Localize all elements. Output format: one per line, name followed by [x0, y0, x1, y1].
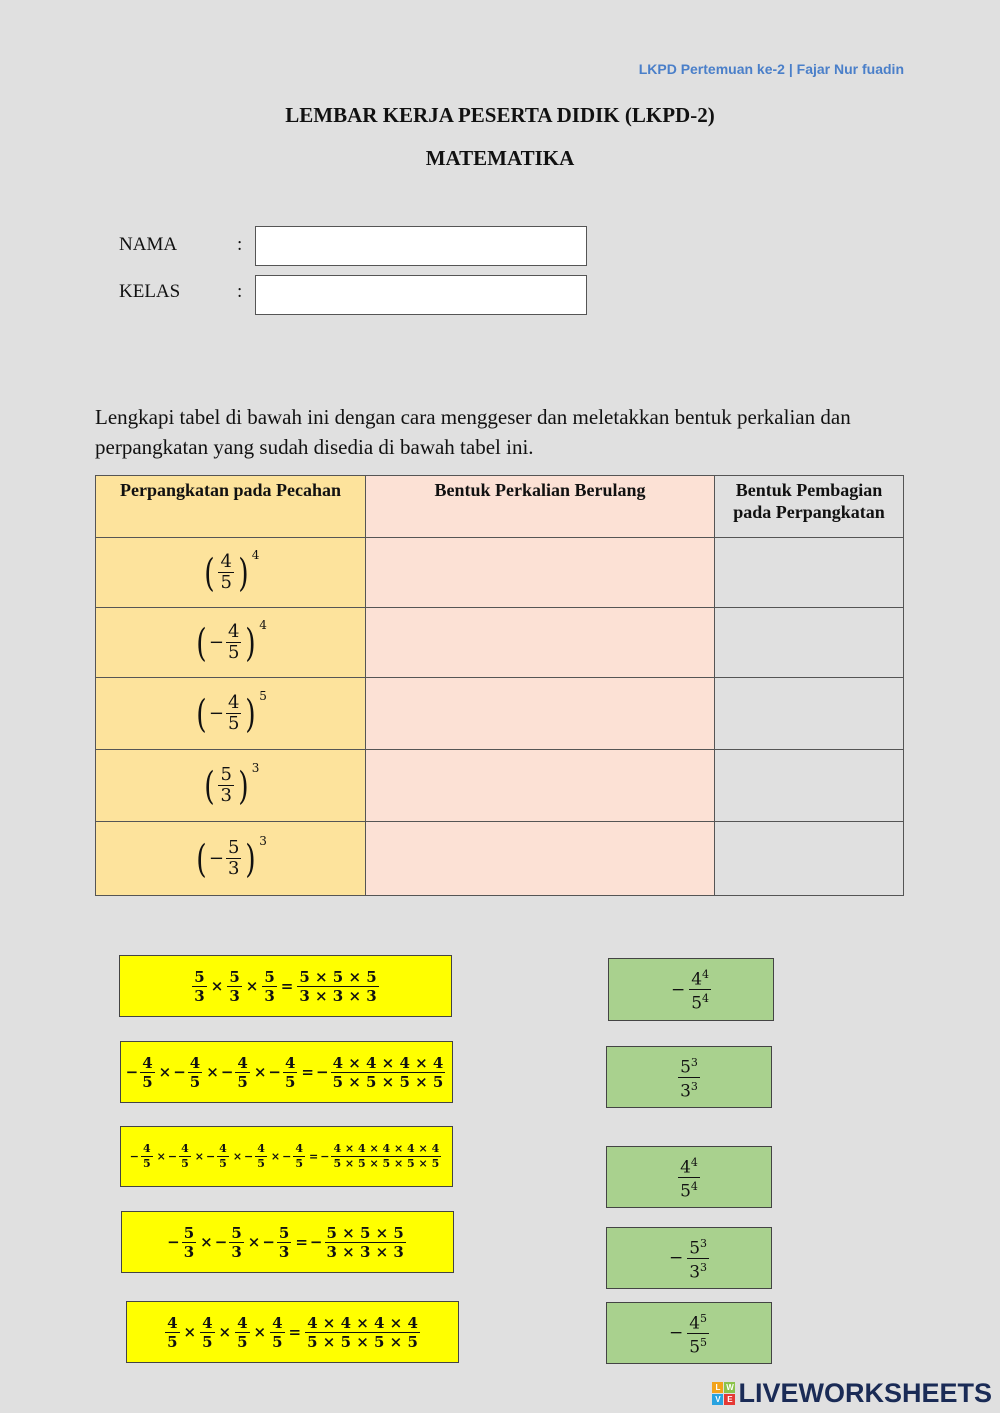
minus-sign: −	[262, 1233, 275, 1251]
denominator: 5	[272, 1332, 283, 1351]
fraction	[255, 1142, 267, 1171]
denominator: 3	[264, 986, 275, 1005]
numerator: 4	[295, 1142, 304, 1155]
denominator: 5	[219, 1157, 227, 1170]
logo-icon-cell: L	[712, 1382, 723, 1393]
division-drop-zone[interactable]	[715, 678, 904, 750]
minus-sign: −	[205, 1150, 216, 1163]
times-sign: ×	[253, 1323, 267, 1341]
result-fraction	[331, 1054, 446, 1091]
minus-sign: −	[668, 1323, 684, 1343]
fraction	[226, 838, 241, 879]
minus-sign: −	[208, 848, 224, 869]
times-sign: ×	[158, 1063, 172, 1081]
minus-sign: −	[668, 1248, 684, 1268]
denominator: 3	[278, 1242, 290, 1261]
minus-sign: −	[268, 1063, 281, 1081]
minus-sign: −	[173, 1063, 186, 1081]
multiplication-drop-zone[interactable]	[366, 538, 715, 608]
fraction	[226, 622, 241, 663]
minus-sign: −	[244, 1150, 254, 1163]
open-paren: (	[196, 620, 207, 665]
fraction	[179, 1142, 191, 1171]
denominator: 5 × 5 × 5 × 5 × 5	[333, 1157, 440, 1170]
numerator: 4	[142, 1053, 153, 1072]
numerator	[687, 1310, 709, 1334]
multiplication-drop-zone[interactable]	[366, 750, 715, 822]
exponent: 4	[702, 968, 710, 982]
division-expression	[667, 1310, 711, 1356]
equals-sign: =	[301, 1063, 314, 1081]
exponent: 5	[700, 1335, 708, 1349]
power-fraction	[678, 1054, 700, 1100]
fraction	[217, 1142, 229, 1171]
division-tile[interactable]	[606, 1046, 772, 1108]
logo-text: LIVEWORKSHEETS	[738, 1378, 992, 1408]
numerator: 4	[237, 1313, 248, 1332]
numerator: 5	[220, 764, 232, 785]
table-row	[96, 608, 904, 678]
base: 3	[680, 1081, 691, 1102]
fraction	[218, 765, 233, 806]
times-sign: ×	[183, 1323, 197, 1341]
exponent: 4	[251, 548, 260, 562]
power-fraction	[687, 1235, 709, 1281]
numerator: 5	[229, 967, 240, 986]
numerator: 4	[219, 1142, 227, 1155]
denominator: 5	[189, 1072, 201, 1091]
numerator: 4 × 4 × 4 × 4	[307, 1313, 418, 1332]
division-tile[interactable]	[608, 958, 774, 1021]
multiplication-expression	[167, 1224, 408, 1261]
numerator: 4	[167, 1313, 178, 1332]
power-fraction-cell	[96, 538, 366, 608]
denominator: 5	[257, 1157, 265, 1170]
class-field[interactable]	[255, 275, 587, 315]
multiplication-drop-zone[interactable]	[366, 678, 715, 750]
numerator: 5	[231, 1223, 242, 1242]
minus-sign: −	[129, 1150, 139, 1163]
numerator: 4	[284, 1053, 296, 1072]
fraction	[165, 1314, 179, 1351]
minus-sign: −	[309, 1233, 323, 1251]
exponent: 3	[700, 1260, 708, 1274]
header-note: LKPD Pertemuan ke-2 | Fajar Nur fuadin	[638, 61, 904, 77]
numerator	[689, 966, 711, 990]
multiplication-tile[interactable]	[119, 955, 452, 1017]
minus-sign: −	[670, 979, 686, 1000]
exponent: 5	[259, 689, 267, 703]
page-subtitle: MATEMATIKA	[425, 146, 575, 170]
minus-sign: −	[320, 1150, 330, 1163]
times-sign: ×	[206, 1063, 219, 1081]
numerator: 5	[228, 837, 240, 858]
liveworksheets-logo	[712, 1378, 992, 1409]
instruction-text: Lengkapi tabel di bawah ini dengan cara menggeser dan meletakkan bentuk perkalian dan perpangkatan yang sudah disedia di bawah tabel ini.	[95, 405, 851, 459]
power-expression	[202, 761, 260, 808]
numerator	[687, 1235, 709, 1259]
multiplication-tile[interactable]	[121, 1211, 454, 1273]
fraction	[235, 1314, 249, 1351]
denominator	[687, 1259, 709, 1282]
power-expression	[202, 548, 260, 595]
denominator: 5	[181, 1157, 189, 1170]
division-tile[interactable]	[606, 1146, 772, 1208]
fraction	[277, 1224, 291, 1261]
exponent: 4	[690, 1179, 698, 1193]
header-division-power: Bentuk Pembagian pada Perpangkatan	[715, 476, 904, 538]
header-repeated-multiplication: Bentuk Perkalian Berulang	[366, 476, 715, 538]
numerator	[678, 1054, 700, 1078]
fraction	[226, 693, 241, 734]
denominator: 5	[220, 572, 232, 593]
open-paren: (	[203, 763, 215, 808]
close-paren: )	[245, 620, 257, 665]
denominator: 5	[284, 1072, 296, 1091]
denominator	[689, 990, 711, 1013]
fraction	[218, 552, 233, 593]
power-fraction-cell	[96, 608, 366, 678]
denominator: 5	[228, 713, 240, 734]
equals-sign: =	[295, 1233, 308, 1251]
minus-sign: −	[167, 1150, 178, 1163]
close-paren: )	[238, 550, 249, 595]
division-expression	[667, 1235, 711, 1281]
equals-sign: =	[288, 1323, 302, 1341]
times-sign: ×	[218, 1323, 232, 1341]
base: 4	[680, 1157, 691, 1178]
logo-icon-cell: V	[712, 1394, 723, 1405]
denominator: 3	[220, 785, 232, 806]
division-drop-zone[interactable]	[715, 750, 904, 822]
multiplication-drop-zone[interactable]	[366, 822, 715, 896]
times-sign: ×	[232, 1150, 243, 1163]
numerator: 4	[228, 621, 240, 642]
base: 5	[689, 1337, 701, 1358]
base: 5	[691, 993, 703, 1014]
denominator: 5	[142, 1072, 153, 1091]
fraction	[283, 1054, 297, 1091]
numerator: 4 × 4 × 4 × 4	[332, 1053, 444, 1072]
power-fraction	[687, 1310, 709, 1356]
times-sign: ×	[247, 1233, 261, 1251]
result-fraction	[325, 1224, 406, 1261]
result-fraction	[297, 968, 378, 1005]
minus-sign: −	[125, 1063, 139, 1081]
division-tile[interactable]	[606, 1302, 772, 1364]
equals-sign: =	[280, 977, 294, 995]
denominator: 3	[183, 1242, 195, 1261]
division-tile[interactable]	[606, 1227, 772, 1289]
minus-sign: −	[316, 1063, 329, 1081]
division-drop-zone[interactable]	[715, 538, 904, 608]
numerator: 4	[272, 1313, 283, 1332]
denominator: 5	[295, 1157, 304, 1170]
numerator: 4	[189, 1053, 201, 1072]
open-paren: (	[196, 836, 207, 881]
exponent: 4	[702, 992, 710, 1005]
fraction	[270, 1314, 284, 1351]
minus-sign: −	[208, 632, 224, 653]
base: 5	[689, 1238, 701, 1259]
close-paren: )	[238, 763, 249, 808]
multiplication-expression	[130, 1142, 443, 1171]
denominator: 5	[237, 1072, 248, 1091]
numerator: 5	[264, 967, 275, 986]
denominator: 5 × 5 × 5 × 5	[307, 1332, 418, 1351]
multiplication-drop-zone[interactable]	[366, 608, 715, 678]
numerator: 5	[194, 967, 205, 986]
minus-sign: −	[208, 703, 224, 724]
denominator: 5	[142, 1157, 151, 1170]
minus-sign: −	[214, 1233, 228, 1251]
open-paren: (	[196, 691, 207, 736]
exponent: 3	[251, 761, 260, 775]
fraction	[188, 1054, 202, 1091]
denominator: 5 × 5 × 5 × 5	[332, 1072, 444, 1091]
denominator: 5	[202, 1332, 213, 1351]
fraction	[227, 968, 241, 1005]
logo-icon-cell: W	[726, 1383, 734, 1392]
multiplication-expression	[163, 1314, 422, 1351]
multiplication-tile[interactable]	[126, 1301, 459, 1363]
power-fraction-cell	[96, 750, 366, 822]
page-title: LEMBAR KERJA PESERTA DIDIK (LKPD-2)	[285, 103, 715, 127]
denominator	[678, 1078, 700, 1101]
multiplication-expression	[190, 968, 380, 1005]
base: 4	[691, 970, 703, 990]
denominator	[687, 1334, 709, 1357]
denominator: 5	[228, 642, 240, 663]
multiplication-expression	[126, 1054, 448, 1091]
open-paren: (	[203, 550, 215, 595]
minus-sign: −	[282, 1150, 292, 1163]
logo-icon	[712, 1382, 735, 1405]
times-sign: ×	[253, 1063, 267, 1081]
times-sign: ×	[245, 977, 259, 995]
class-colon: :	[237, 281, 243, 302]
equals-sign: =	[309, 1150, 319, 1163]
table-row	[96, 822, 904, 896]
times-sign: ×	[270, 1150, 281, 1163]
numerator: 5	[183, 1223, 195, 1242]
division-drop-zone[interactable]	[715, 822, 904, 896]
exponent: 3	[690, 1079, 698, 1093]
base: 3	[689, 1262, 701, 1283]
base: 4	[689, 1313, 701, 1334]
numerator: 4	[220, 551, 232, 572]
exponent: 5	[700, 1311, 708, 1325]
numerator: 5 × 5 × 5	[326, 1223, 404, 1242]
power-expression	[194, 834, 267, 881]
times-sign: ×	[200, 1233, 213, 1251]
numerator: 4	[257, 1142, 265, 1155]
fraction	[293, 1142, 305, 1171]
table-row	[96, 538, 904, 608]
multiplication-tile[interactable]	[120, 1126, 453, 1187]
denominator: 3	[194, 986, 205, 1005]
denominator: 5	[167, 1332, 178, 1351]
power-fraction	[678, 1154, 700, 1200]
numerator: 4	[228, 692, 240, 713]
exponent: 3	[690, 1055, 698, 1069]
numerator: 4	[181, 1142, 189, 1155]
base: 5	[680, 1057, 691, 1078]
exponent: 4	[259, 618, 267, 632]
fraction	[262, 968, 276, 1005]
numerator: 5	[278, 1223, 290, 1242]
minus-sign: −	[167, 1233, 180, 1251]
times-sign: ×	[156, 1150, 166, 1163]
fraction	[192, 968, 206, 1005]
numerator: 5 × 5 × 5	[299, 967, 377, 986]
exponent: 3	[700, 1236, 708, 1250]
close-paren: )	[245, 691, 257, 736]
times-sign: ×	[210, 977, 224, 995]
division-expression	[676, 1054, 702, 1100]
power-expression	[194, 689, 267, 736]
multiplication-tile[interactable]	[120, 1041, 453, 1103]
denominator: 3	[229, 986, 240, 1005]
exponent: 4	[690, 1155, 698, 1169]
name-colon: :	[237, 234, 243, 255]
denominator: 3 × 3 × 3	[299, 986, 377, 1005]
fraction	[182, 1224, 196, 1261]
numerator: 4	[142, 1142, 151, 1155]
division-drop-zone[interactable]	[715, 608, 904, 678]
numerator: 4	[237, 1053, 248, 1072]
table-row	[96, 678, 904, 750]
numerator: 4	[202, 1313, 213, 1332]
denominator: 3	[228, 858, 240, 879]
close-paren: )	[245, 836, 257, 881]
table-row	[96, 750, 904, 822]
numerator	[678, 1154, 700, 1178]
denominator: 5	[237, 1332, 248, 1351]
power-expression	[194, 618, 267, 665]
header-power-fraction: Perpangkatan pada Pecahan	[96, 476, 366, 538]
power-fraction-cell	[96, 822, 366, 896]
power-fraction	[689, 966, 711, 1012]
fraction	[140, 1054, 154, 1091]
denominator	[678, 1178, 700, 1201]
fraction	[229, 1224, 243, 1261]
denominator: 3 × 3 × 3	[326, 1242, 404, 1261]
answer-table	[95, 475, 904, 896]
division-expression	[676, 1154, 702, 1200]
power-fraction-cell	[96, 678, 366, 750]
fraction	[235, 1054, 249, 1091]
exponent: 3	[259, 834, 267, 848]
denominator: 3	[231, 1242, 242, 1261]
numerator: 4 × 4 × 4 × 4 × 4	[333, 1142, 440, 1155]
fraction	[141, 1142, 153, 1171]
result-fraction	[331, 1142, 441, 1171]
logo-icon-cell: E	[724, 1394, 735, 1405]
class-label: KELAS	[119, 281, 181, 302]
minus-sign: −	[220, 1063, 234, 1081]
base: 5	[680, 1181, 691, 1202]
times-sign: ×	[194, 1150, 204, 1163]
fraction	[200, 1314, 214, 1351]
result-fraction	[305, 1314, 420, 1351]
name-label: NAMA	[119, 234, 178, 255]
division-expression	[669, 966, 713, 1012]
name-field[interactable]	[255, 226, 587, 266]
